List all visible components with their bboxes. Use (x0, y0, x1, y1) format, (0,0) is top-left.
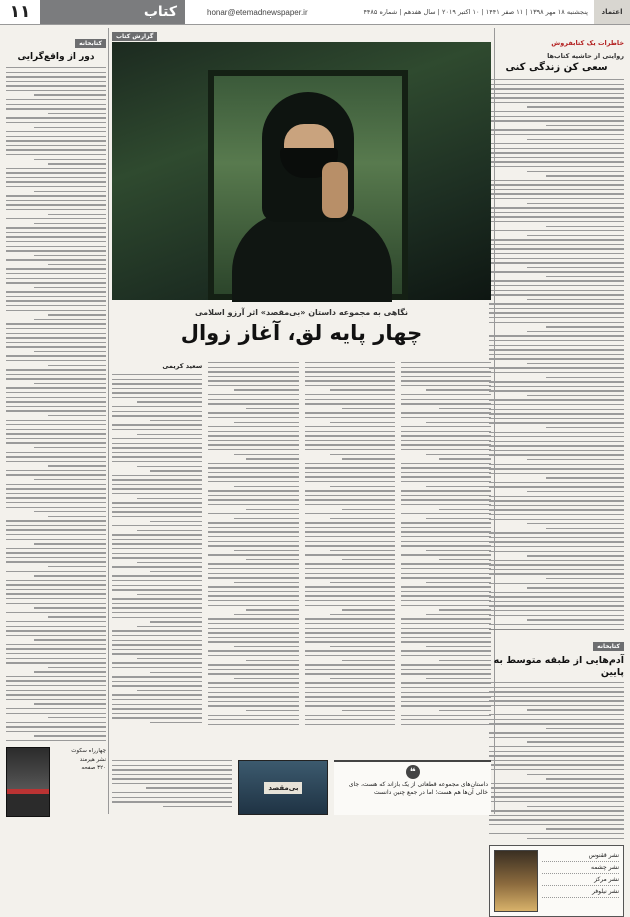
byline: سعید کریمی (162, 362, 203, 370)
section-title[interactable]: کتاب (40, 0, 185, 24)
left-article-title[interactable]: دور از واقع‌گرایی (17, 52, 95, 62)
right-second-body (489, 682, 624, 839)
book-cover-image (238, 760, 328, 815)
ad-list (542, 850, 619, 912)
left-section-tag: کتابخانه (75, 39, 106, 48)
right-column (489, 30, 624, 896)
ad-item: نشر مرکز (542, 874, 619, 886)
column-divider (108, 28, 109, 814)
page-number: ۱۱ (0, 0, 40, 24)
left-book-card[interactable] (6, 747, 106, 817)
ad-item: نشر چشمه (542, 862, 619, 874)
left-article-body (6, 67, 106, 741)
main-section-tag: گزارش کتاب (112, 32, 157, 41)
book-ad-box[interactable] (489, 845, 624, 917)
body-column (112, 362, 202, 757)
left-book-pages: ۳۲۰ صفحه (81, 764, 106, 771)
body-column (401, 362, 491, 757)
left-book-info (53, 747, 106, 817)
main-headline[interactable]: چهار پایه لق، آغاز زوال (180, 321, 423, 345)
left-book-publisher: نشر هیرمند (79, 756, 106, 763)
main-kicker: نگاهی به مجموعه داستان «بی‌مقصد» اثر آرزو اسلامی (195, 308, 408, 317)
page-header (0, 0, 630, 25)
right-subtitle: روایتی از حاشیه کتاب‌ها (547, 52, 624, 60)
main-photo (112, 42, 491, 300)
right-section-tag: کتابخانه (593, 642, 624, 651)
body-column (208, 362, 298, 757)
body-column (112, 760, 232, 815)
left-column (6, 30, 106, 812)
main-article (112, 30, 491, 358)
ad-item: نشر ققنوس (542, 850, 619, 862)
pull-quote (334, 760, 491, 815)
body-column (305, 362, 395, 757)
ad-book-image (494, 850, 538, 912)
pull-quote-text: داستان‌های مجموعه قطعاتی از یک بازاند که هست، جای خالی آن‌ها هم هست؛ اما در جمع چنین دانست (348, 781, 488, 797)
ad-item: نشر نیلوفر (542, 886, 619, 898)
left-book-title: چهارراه سکوت (71, 748, 106, 755)
book-cover-title: بی‌مقصد (264, 782, 302, 794)
right-second-title[interactable]: آدم‌هایی از طبقه متوسط به پایین (493, 655, 624, 678)
main-article-body (112, 362, 491, 757)
bottom-strip (112, 760, 491, 815)
newspaper-logo: اعتماد (594, 0, 630, 24)
right-article-body (489, 79, 624, 625)
email-link[interactable]: honar@etemadnewspaper.ir (207, 7, 308, 17)
quote-icon: ❝ (406, 765, 420, 779)
right-kicker: خاطرات یک کتابفروش (551, 39, 624, 47)
right-article-title[interactable]: سعی کن زندگی کنی (505, 62, 608, 73)
left-book-cover (6, 747, 50, 817)
dateline: پنجشنبه ۱۸ مهر ۱۳۹۸ | ۱۱ صفر ۱۴۴۱ | ۱۰ اکتبر ۲۰۱۹ | سال هفدهم | شماره ۴۴۸۵ (363, 8, 588, 16)
